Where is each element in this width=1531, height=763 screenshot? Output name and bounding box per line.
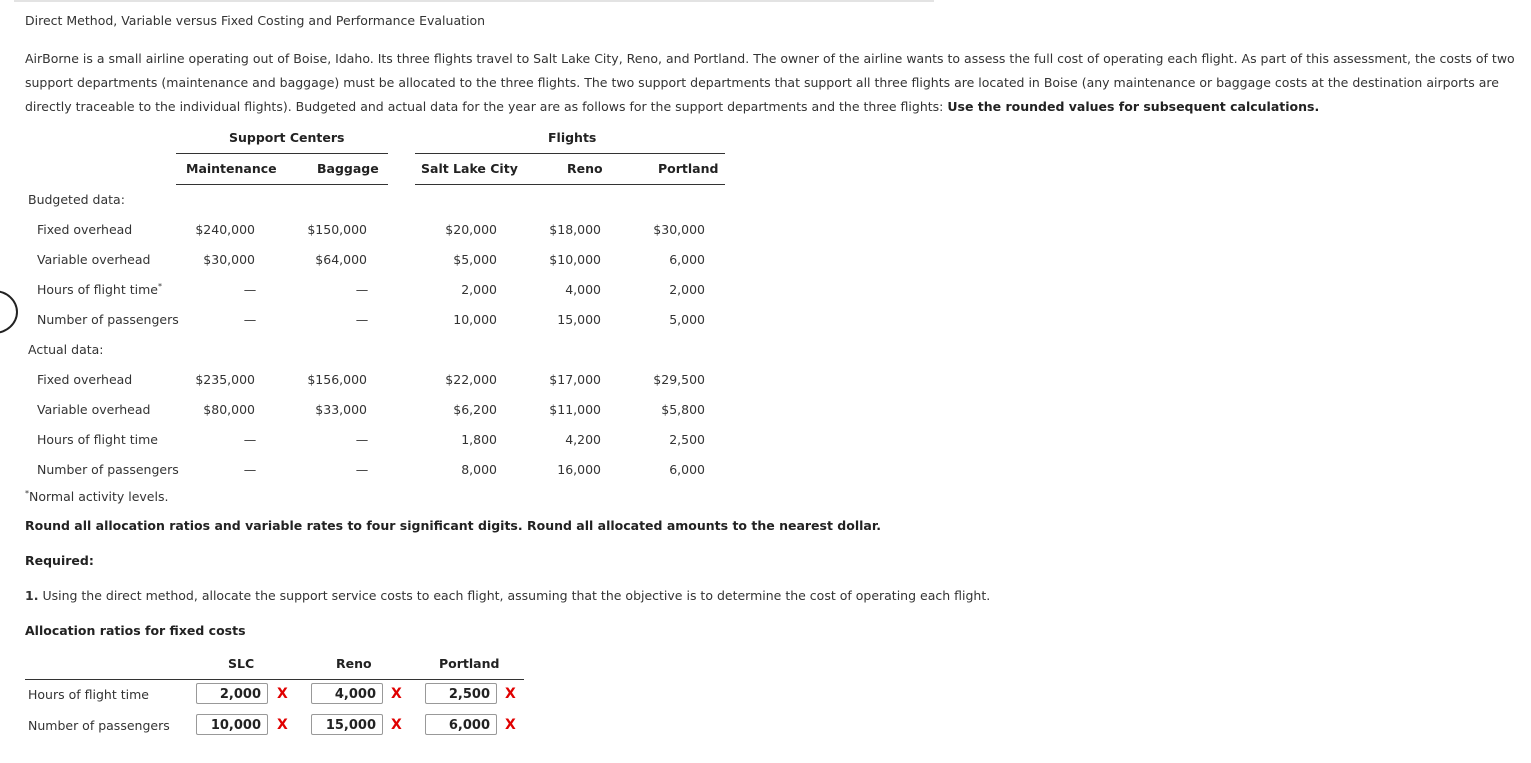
cell: $18,000 (549, 222, 601, 237)
cell: $64,000 (315, 252, 367, 267)
problem-intro (25, 47, 1525, 119)
cell: $80,000 (203, 402, 255, 417)
cell: 4,200 (565, 432, 601, 447)
budgeted-section-label: Budgeted data: (28, 192, 125, 207)
required-label: Required: (25, 553, 94, 568)
header-support-centers: Support Centers (229, 130, 345, 145)
page-title: Direct Method, Variable versus Fixed Costing and Performance Evaluation (25, 13, 486, 28)
rounding-instruction: Round all allocation ratios and variable rates to four significant digits. Round all allocated amounts to the nearest dollar. (25, 518, 881, 533)
ratio-col-portland: Portland (439, 656, 500, 671)
row-label: Number of passengers (37, 312, 179, 327)
cell: $11,000 (549, 402, 601, 417)
ratio-col-reno: Reno (336, 656, 372, 671)
footnote (25, 489, 168, 504)
footnote-text: Normal activity levels. (29, 489, 169, 505)
row-label: Variable overhead (37, 402, 151, 417)
portland-hours-input[interactable]: 2,500 (425, 683, 497, 704)
cell: 6,000 (669, 252, 705, 267)
dash-cell: — (355, 462, 369, 477)
footnote-mark: * (25, 489, 29, 498)
intro-bold-note: Use the rounded values for subsequent calculations. (947, 99, 1320, 114)
cell: $30,000 (653, 222, 705, 237)
cell: 16,000 (557, 462, 601, 477)
reno-hours-input[interactable]: 4,000 (311, 683, 383, 704)
cell: $10,000 (549, 252, 601, 267)
top-divider (14, 0, 934, 2)
cell: $156,000 (307, 372, 367, 387)
row-label: Number of passengers (37, 462, 179, 477)
row-label-text: Hours of flight time (37, 282, 158, 298)
incorrect-icon: X (505, 686, 516, 702)
cell: 2,000 (669, 282, 705, 297)
question-text: Using the direct method, allocate the support service costs to each flight, assuming that the objective is to determine the cost of operating each flight. (42, 588, 991, 603)
dash-cell: — (243, 312, 257, 327)
col-salt-lake-city: Salt Lake City (421, 161, 518, 176)
cell: $235,000 (195, 372, 255, 387)
support-header-rule (176, 184, 388, 185)
row-label: Variable overhead (37, 252, 151, 267)
cell: 15,000 (557, 312, 601, 327)
actual-section-label: Actual data: (28, 342, 104, 357)
footnote-asterisk: * (157, 282, 162, 291)
cell: $22,000 (445, 372, 497, 387)
row-label: Fixed overhead (37, 222, 133, 237)
ratios-header-rule (25, 679, 524, 680)
flights-header-rule (415, 184, 725, 185)
cell: 2,000 (461, 282, 497, 297)
cell: $17,000 (549, 372, 601, 387)
flights-group-rule (415, 153, 725, 154)
cell: 1,800 (461, 432, 497, 447)
row-label: Fixed overhead (37, 372, 133, 387)
dash-cell: — (355, 312, 369, 327)
incorrect-icon: X (391, 717, 402, 733)
dash-cell: — (355, 282, 369, 297)
incorrect-icon: X (277, 686, 288, 702)
cell: $5,000 (453, 252, 497, 267)
question-number: 1. (25, 588, 39, 603)
slc-passengers-input[interactable]: 10,000 (196, 714, 268, 735)
dash-cell: — (243, 282, 257, 297)
col-baggage: Baggage (317, 161, 379, 176)
row-label-hours (37, 282, 162, 297)
cell: 4,000 (565, 282, 601, 297)
ratios-heading: Allocation ratios for fixed costs (25, 623, 246, 638)
dash-cell: — (355, 432, 369, 447)
incorrect-icon: X (277, 717, 288, 733)
question-1 (25, 588, 990, 603)
cell: $20,000 (445, 222, 497, 237)
incorrect-icon: X (505, 717, 516, 733)
portland-passengers-input[interactable]: 6,000 (425, 714, 497, 735)
cell: $5,800 (661, 402, 705, 417)
cell: $29,500 (653, 372, 705, 387)
row-label: Hours of flight time (37, 432, 158, 447)
cell: 5,000 (669, 312, 705, 327)
cell: 6,000 (669, 462, 705, 477)
ratio-row-label: Number of passengers (28, 718, 170, 733)
dash-cell: — (243, 432, 257, 447)
incorrect-icon: X (391, 686, 402, 702)
cursor-ring (0, 290, 18, 334)
header-flights: Flights (548, 130, 597, 145)
ratio-row-label: Hours of flight time (28, 687, 149, 702)
cell: 2,500 (669, 432, 705, 447)
cell: 8,000 (461, 462, 497, 477)
cell: $6,200 (453, 402, 497, 417)
reno-passengers-input[interactable]: 15,000 (311, 714, 383, 735)
col-reno: Reno (567, 161, 603, 176)
cell: $30,000 (203, 252, 255, 267)
cell: $240,000 (195, 222, 255, 237)
cell: $33,000 (315, 402, 367, 417)
dash-cell: — (243, 462, 257, 477)
intro-text: AirBorne is a small airline operating out of Boise, Idaho. Its three flights travel to Salt Lake City, Reno, and Portland. The owner of the airline wants to assess the full cost of operating each flight. As part of this assessment, the costs of two support departments (maintenance and baggage) must be allocated to the three flights. The two support departments that support all three flights are located in Boise (any maintenance or baggage costs at the destination airports are directly traceable to the individual flights). Budgeted and actual data for the year are as follows for the support departments and the three flights: (25, 51, 1515, 114)
cell: $150,000 (307, 222, 367, 237)
col-maintenance: Maintenance (186, 161, 277, 176)
ratio-col-slc: SLC (228, 656, 255, 671)
support-group-rule (176, 153, 388, 154)
cell: 10,000 (453, 312, 497, 327)
slc-hours-input[interactable]: 2,000 (196, 683, 268, 704)
col-portland: Portland (658, 161, 719, 176)
